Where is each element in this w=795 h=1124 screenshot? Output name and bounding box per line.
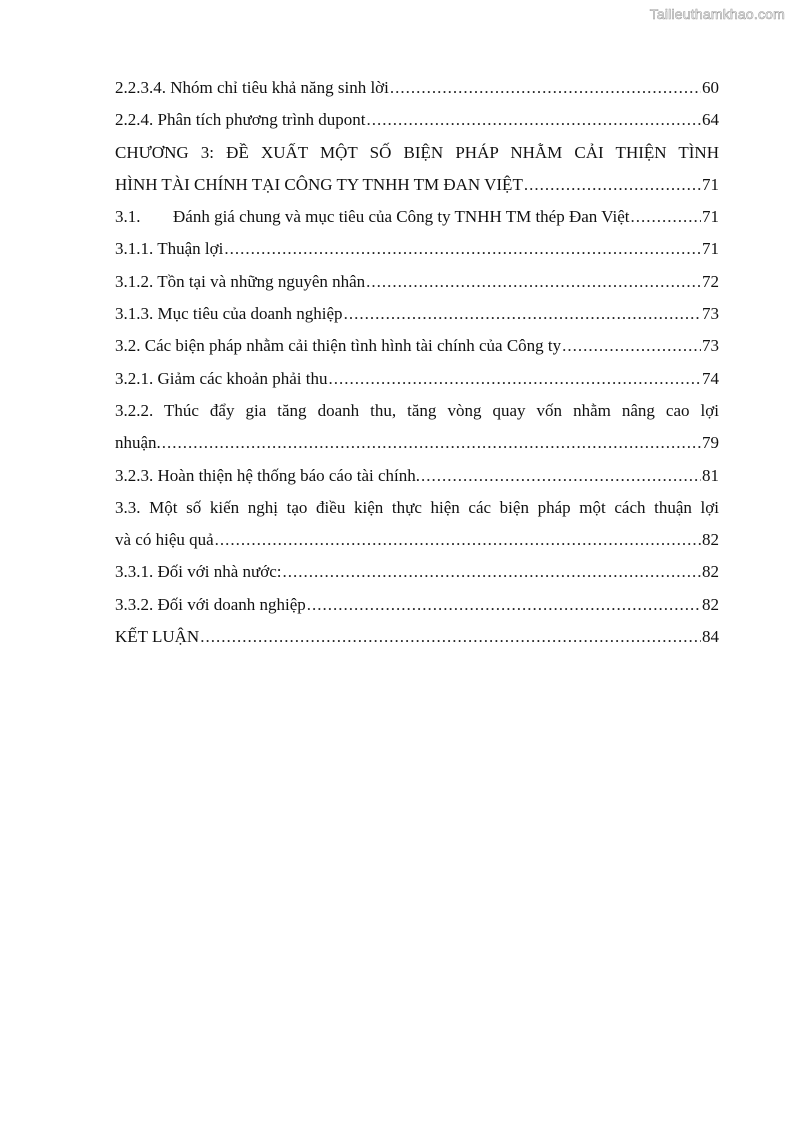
toc-page-number: 82	[702, 562, 719, 582]
dot-leader	[524, 169, 701, 201]
toc-entry-label: và có hiệu quả	[115, 530, 214, 550]
toc-entry-3-2-2-line-2[interactable]	[115, 427, 719, 459]
dot-leader	[328, 363, 701, 395]
toc-page-number: 73	[702, 304, 719, 324]
toc-page-number: 71	[702, 174, 719, 194]
toc-page-number: 82	[702, 530, 719, 550]
toc-entry-label: 3.3. Một số kiến nghị tạo điều kiện thực hiện các biện pháp một cách thuận lợi	[115, 497, 719, 517]
table-of-contents	[115, 72, 719, 653]
dot-leader	[562, 330, 701, 362]
dot-leader	[282, 556, 701, 588]
toc-entry-3-3-line-2[interactable]	[115, 524, 719, 556]
toc-page-number: 79	[702, 433, 719, 453]
toc-entry-chapter-3-line-2[interactable]	[115, 169, 719, 201]
toc-page-number: 71	[702, 239, 719, 259]
toc-page-number: 73	[702, 336, 719, 356]
dot-leader	[224, 233, 701, 265]
toc-entry-label: CHƯƠNG 3: ĐỀ XUẤT MỘT SỐ BIỆN PHÁP NHẰM CẢI THIỆN TÌNH	[115, 142, 719, 162]
toc-entry-label: 2.2.4. Phân tích phương trình dupont	[115, 110, 366, 130]
toc-page-number: 72	[702, 271, 719, 291]
toc-entry-3-1-2[interactable]	[115, 266, 719, 298]
toc-entry-label: 3.3.2. Đối với doanh nghiệp	[115, 594, 306, 614]
toc-entry-label: KẾT LUẬN	[115, 627, 200, 647]
toc-entry-label: Đánh giá chung và mục tiêu của Công ty TNHH TM thép Đan Việt	[173, 207, 630, 227]
toc-entry-3-1[interactable]	[115, 201, 719, 233]
toc-entry-label: 3.2.2. Thúc đẩy gia tăng doanh thu, tăng vòng quay vốn nhằm nâng cao lợi	[115, 400, 719, 420]
toc-page-number: 64	[702, 110, 719, 130]
toc-entry-number: 3.1.	[115, 207, 141, 227]
toc-entry-3-1-3[interactable]	[115, 298, 719, 330]
toc-entry-3-2-1[interactable]	[115, 363, 719, 395]
toc-entry-label: 3.1.3. Mục tiêu của doanh nghiệp	[115, 304, 343, 324]
toc-entry-label: 3.2.1. Giảm các khoản phải thu	[115, 368, 328, 388]
toc-entry-label: nhuận.	[115, 433, 161, 453]
dot-leader	[215, 524, 701, 556]
dot-leader	[366, 266, 701, 298]
toc-entry-chapter-3-line-1[interactable]	[115, 137, 719, 169]
dot-leader	[162, 427, 701, 459]
watermark-text: Tailieuthamkhao.com	[649, 6, 785, 22]
toc-entry-3-3-2[interactable]	[115, 589, 719, 621]
toc-entry-label: 3.2. Các biện pháp nhằm cải thiện tình hình tài chính của Công ty	[115, 336, 562, 356]
dot-leader	[390, 72, 701, 104]
toc-entry-2-2-3-4[interactable]	[115, 72, 719, 104]
toc-entry-3-3-line-1[interactable]	[115, 492, 719, 524]
toc-page-number: 60	[702, 78, 719, 97]
toc-entry-3-3-1[interactable]	[115, 556, 719, 588]
toc-entry-conclusion[interactable]	[115, 621, 719, 653]
toc-page-number: 71	[702, 207, 719, 227]
toc-entry-label: 3.3.1. Đối với nhà nước:	[115, 562, 282, 582]
dot-leader	[344, 298, 701, 330]
toc-entry-label: HÌNH TÀI CHÍNH TẠI CÔNG TY TNHH TM ĐAN VIỆT	[115, 174, 523, 194]
toc-entry-label: 2.2.3.4. Nhóm chỉ tiêu khả năng sinh lời	[115, 78, 389, 97]
dot-leader	[367, 104, 701, 136]
dot-leader	[421, 460, 701, 492]
toc-entry-3-2-3[interactable]	[115, 460, 719, 492]
toc-page-number: 74	[702, 368, 719, 388]
toc-entry-label: 3.2.3. Hoàn thiện hệ thống báo cáo tài chính.	[115, 465, 420, 485]
toc-page-number: 84	[702, 627, 719, 647]
toc-page-number: 82	[702, 594, 719, 614]
dot-leader	[307, 589, 701, 621]
toc-entry-3-2[interactable]	[115, 330, 719, 362]
dot-leader	[200, 621, 701, 653]
toc-entry-3-2-2-line-1[interactable]	[115, 395, 719, 427]
toc-entry-3-1-1[interactable]	[115, 233, 719, 265]
dot-leader	[630, 201, 701, 233]
toc-entry-2-2-4[interactable]	[115, 104, 719, 136]
toc-page-number: 81	[702, 465, 719, 485]
toc-entry-label: 3.1.1. Thuận lợi	[115, 239, 224, 259]
toc-entry-label: 3.1.2. Tồn tại và những nguyên nhân	[115, 271, 366, 291]
